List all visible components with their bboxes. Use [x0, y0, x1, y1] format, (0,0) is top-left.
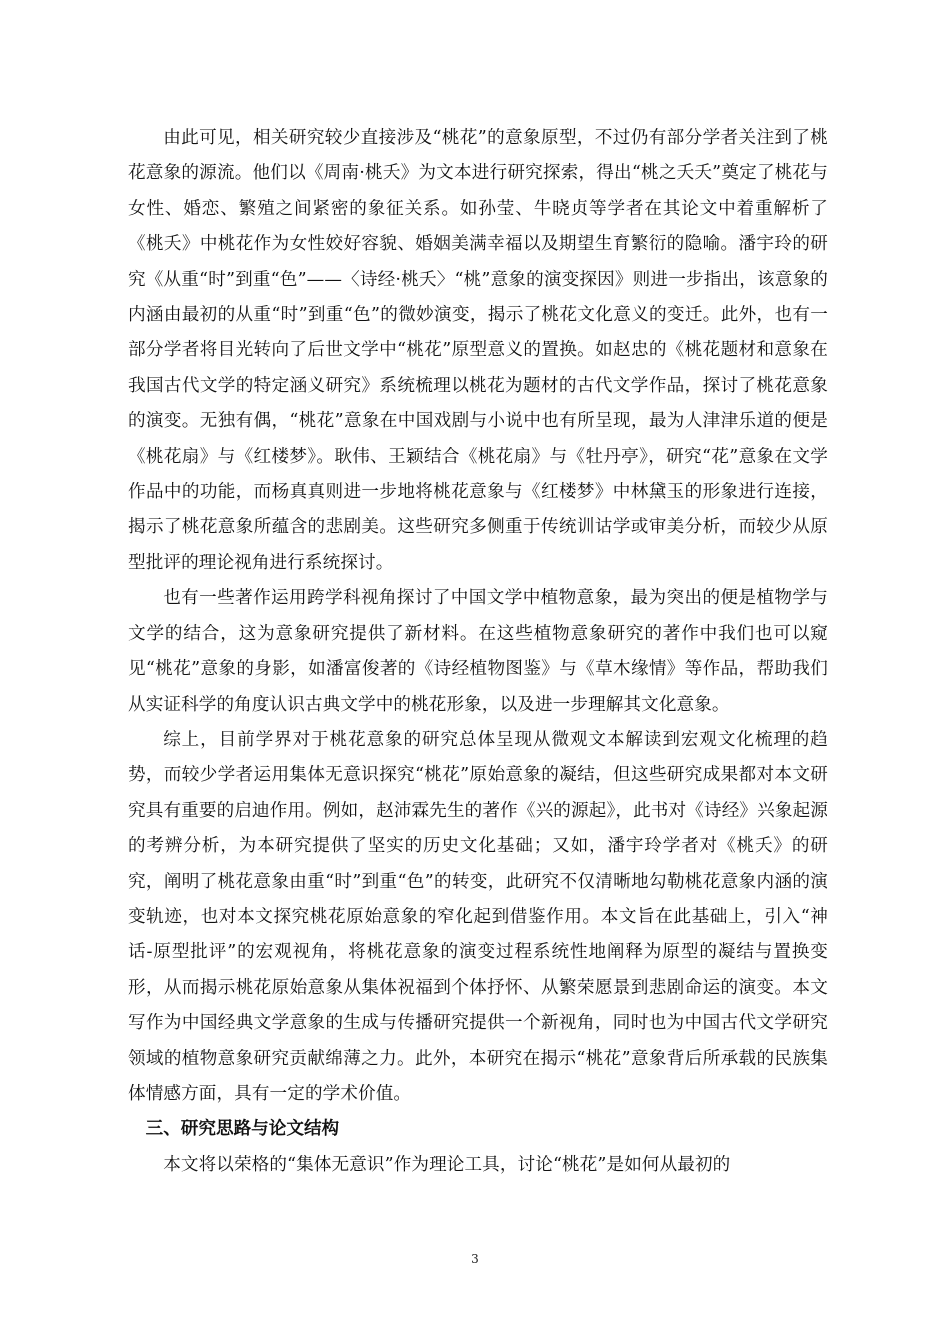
document-body: [128, 121, 828, 1183]
paragraph-literature-review: 由此可见，相关研究较少直接涉及“桃花”的意象原型，不过仍有部分学者关注到了桃花意象的源流。他们以《周南·桃夭》为文本进行研究探索，得出“桃之夭夭”奠定了桃花与女性、婚恋、繁殖之间紧密的象征关系。如孙莹、牛晓贞等学者在其论文中着重解析了《桃夭》中桃花作为女性姣好容貌、婚姻美满幸福以及期望生育繁衍的隐喻。潘宇玲的研究《从重“时”到重“色”——〈诗经·桃夭〉“桃”意象的演变探因》则进一步指出，该意象的内涵由最初的从重“时”到重“色”的微妙演变，揭示了桃花文化意义的变迁。此外，也有一部分学者将目光转向了后世文学中“桃花”原型意义的置换。如赵忠的《桃花题材和意象在我国古代文学的特定涵义研究》系统梳理以桃花为题材的古代文学作品，探讨了桃花意象的演变。无独有偶，“桃花”意象在中国戏剧与小说中也有所呈现，最为人津津乐道的便是《桃花扇》与《红楼梦》。耿伟、王颖结合《桃花扇》与《牡丹亭》，研究“花”意象在文学作品中的功能，而杨真真则进一步地将桃花意象与《红楼梦》中林黛玉的形象进行连接，揭示了桃花意象所蕴含的悲剧美。这些研究多侧重于传统训诂学或审美分析，而较少从原型批评的理论视角进行系统探讨。: [128, 128, 828, 573]
page-number: 3: [471, 1252, 479, 1266]
paragraph-summary: 综上，目前学界对于桃花意象的研究总体呈现从微观文本解读到宏观文化梳理的趋势，而较少学者运用集体无意识探究“桃花”原始意象的凝结，但这些研究成果都对本文研究具有重要的启迪作用。例如，赵沛霖先生的著作《兴的源起》，此书对《诗经》兴象起源的考辨分析，为本研究提供了坚实的历史文化基础；又如，潘宇玲学者对《桃夭》的研究，阐明了桃花意象由重“时”到重“色”的转变，此研究不仅清晰地勾勒桃花意象内涵的演变轨迹，也对本文探究桃花原始意象的窄化起到借鉴作用。本文旨在此基础上，引入“神话-原型批评”的宏观视角，将桃花意象的演变过程系统性地阐释为原型的凝结与置换变形，从而揭示桃花原始意象从集体祝福到个体抒怀、从繁荣愿景到悲剧命运的演变。本文写作为中国经典文学意象的生成与传播研究提供一个新视角，同时也为中国古代文学研究领域的植物意象研究贡献绵薄之力。此外，本研究在揭示“桃花”意象背后所承载的民族集体情感方面，具有一定的学术价值。: [128, 729, 828, 1104]
paragraph-plant-imagery: 也有一些著作运用跨学科视角探讨了中国文学中植物意象，最为突出的便是植物学与文学的结合，这为意象研究提供了新材料。在这些植物意象研究的著作中我们也可以窥见“桃花”意象的身影，如潘富俊著的《诗经植物图鉴》与《草木缘情》等作品，帮助我们从实证科学的角度认识古典文学中的桃花形象，以及进一步理解其文化意象。: [128, 588, 828, 715]
paragraph-research-approach: 本文将以荣格的“集体无意识”作为理论工具，讨论“桃花”是如何从最初的: [163, 1154, 731, 1175]
section-heading: 三、研究思路与论文结构: [145, 1119, 340, 1140]
